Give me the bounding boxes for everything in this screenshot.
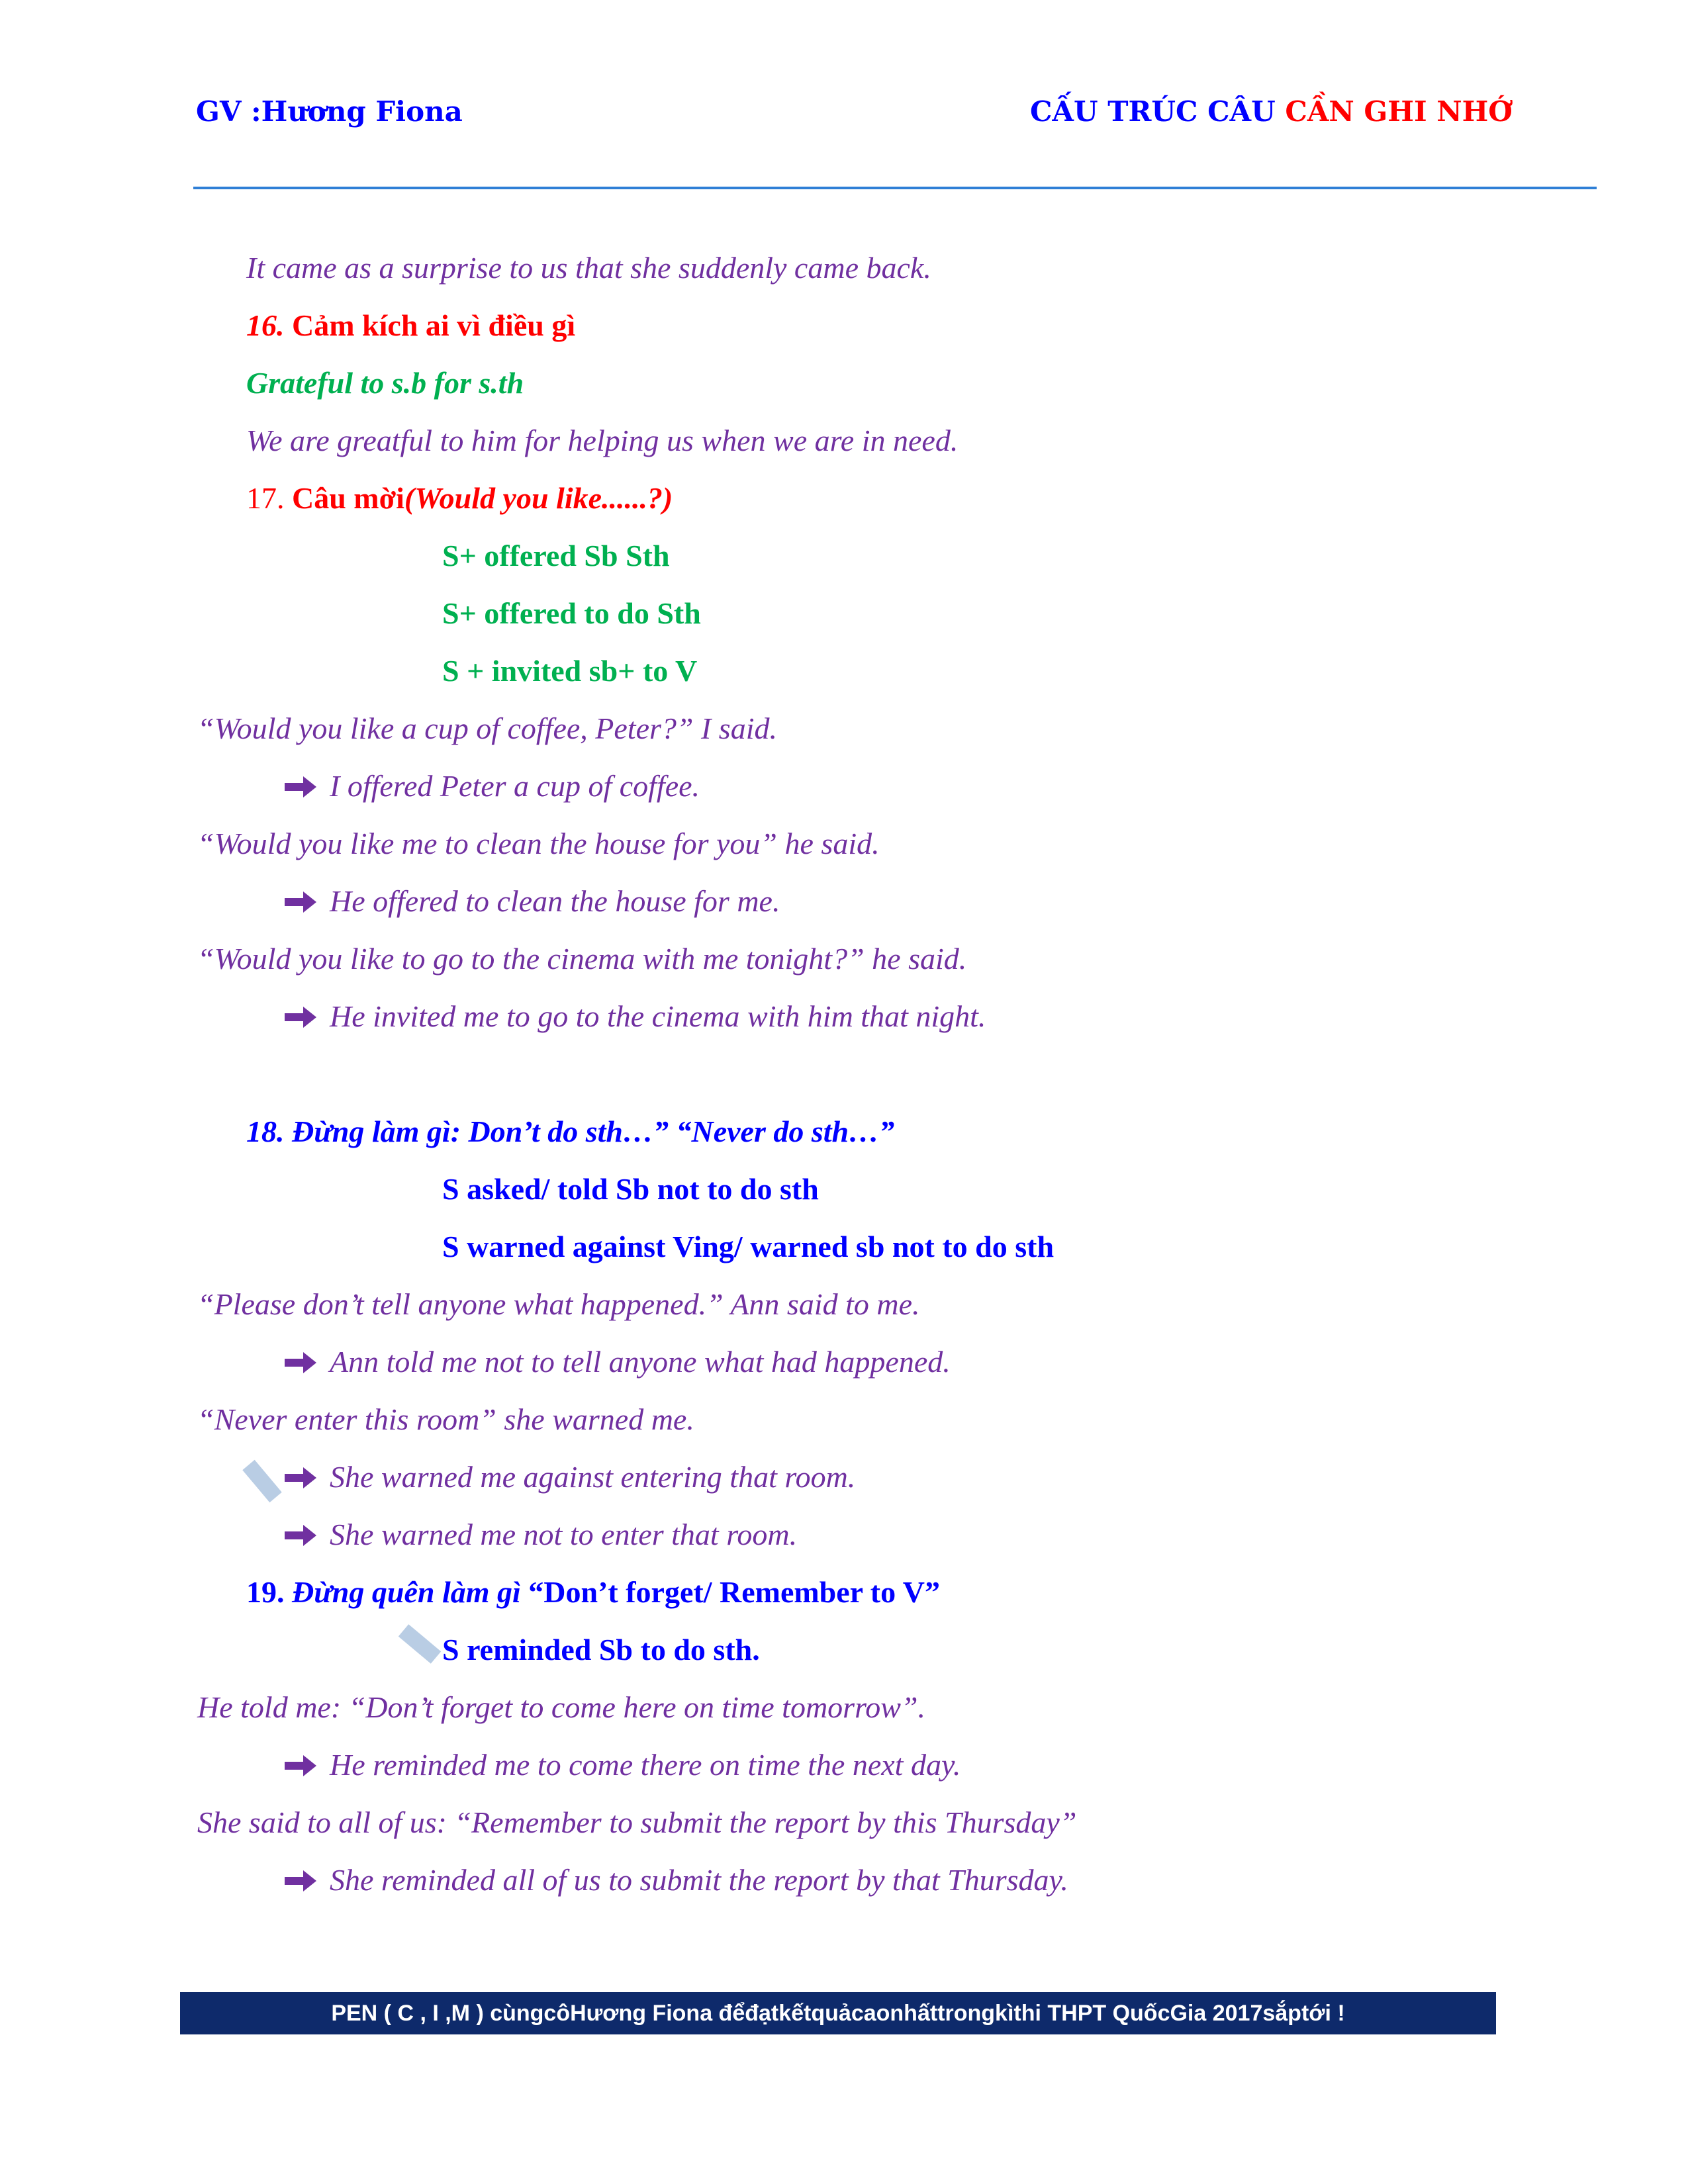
answer-text: She warned me against entering that room. [330, 1460, 856, 1494]
section-17-example-3: “Would you like to go to the cinema with me tonight?” he said. [197, 942, 967, 976]
section-17-answer-2 [283, 886, 780, 917]
answer-text: He reminded me to come there on time the next day. [330, 1748, 961, 1782]
section-17-heading [246, 483, 673, 514]
example-line: It came as a surprise to us that she suddenly came back. [246, 251, 931, 285]
right-arrow-icon [283, 889, 318, 915]
header-title-part1: CẤU TRÚC CÂU [1030, 95, 1286, 128]
answer-text: He offered to clean the house for me. [330, 884, 780, 918]
section-19-heading [246, 1577, 940, 1608]
section-17-answer-1 [283, 771, 700, 801]
highlight-marker [242, 1460, 282, 1502]
section-19-answer-1 [283, 1750, 961, 1780]
answer-text: She warned me not to enter that room. [330, 1518, 798, 1551]
section-17-pattern-2: S+ offered to do Sth [442, 596, 701, 630]
section-17-number: 17. [246, 481, 285, 515]
section-18-example-1: “Please don’t tell anyone what happened.” Ann said to me. [197, 1287, 920, 1321]
answer-text: He invited me to go to the cinema with him that night. [330, 999, 986, 1033]
header-divider [193, 187, 1597, 189]
section-18-answer-3 [283, 1520, 797, 1550]
section-18-pattern-1: S asked/ told Sb not to do sth [442, 1172, 819, 1206]
footer-banner [180, 1992, 1496, 2034]
header-author: GV :Hương Fiona [196, 95, 463, 128]
section-16-pattern: Grateful to s.b for s.th [246, 366, 524, 400]
right-arrow-icon [283, 1004, 318, 1030]
right-arrow-icon [283, 774, 318, 800]
section-16-title: Cảm kích ai vì điều gì [292, 308, 576, 342]
section-16-number: 16. [246, 308, 285, 342]
section-16-heading [246, 310, 575, 341]
section-17-title: Câu mời [292, 481, 404, 515]
section-18-example-2: “Never enter this room” she warned me. [197, 1402, 694, 1436]
section-18-heading: 18. Đừng làm gì: Don’t do sth…” “Never do sth…” [246, 1115, 895, 1148]
answer-text: I offered Peter a cup of coffee. [330, 769, 700, 803]
highlight-marker [399, 1624, 441, 1664]
section-18-pattern-2: S warned against Ving/ warned sb not to do sth [442, 1230, 1055, 1263]
section-18-answer-1 [283, 1347, 951, 1377]
right-arrow-icon [283, 1522, 318, 1549]
section-19-example-2: She said to all of us: “Remember to submit the report by this Thursday” [197, 1805, 1077, 1839]
section-19-pattern-1: S reminded Sb to do sth. [442, 1633, 760, 1666]
section-19-title-quote: “Don’t forget/ Remember to V” [528, 1575, 940, 1609]
header-title [1030, 95, 1513, 128]
right-arrow-icon [283, 1868, 318, 1894]
section-17-example-1: “Would you like a cup of coffee, Peter?” I said. [197, 711, 777, 745]
section-17-answer-3 [283, 1001, 986, 1032]
section-19-title: Đừng quên làm gì [292, 1575, 521, 1609]
right-arrow-icon [283, 1349, 318, 1376]
answer-text: Ann told me not to tell anyone what had happened. [330, 1345, 951, 1379]
section-17-title-italic: (Would you like......?) [404, 481, 673, 515]
header-title-part2: CẦN GHI NHỚ [1285, 95, 1513, 128]
section-18-answer-2 [283, 1462, 855, 1492]
footer-text: PEN ( C , I ,M ) cùngcôHương Fiona đểđạtkếtquảcaonhấttrongkìthi THPT QuốcGia 2017sắptới ! [331, 2000, 1345, 2026]
answer-text: She reminded all of us to submit the report by that Thursday. [330, 1863, 1068, 1897]
section-17-example-2: “Would you like me to clean the house for you” he said. [197, 827, 880, 860]
section-19-answer-2 [283, 1865, 1068, 1895]
section-17-pattern-3: S + invited sb+ to V [442, 654, 698, 688]
right-arrow-icon [283, 1465, 318, 1491]
section-19-example-1: He told me: “Don’t forget to come here on time tomorrow”. [197, 1690, 926, 1724]
right-arrow-icon [283, 1752, 318, 1779]
section-16-example: We are greatful to him for helping us when we are in need. [246, 424, 959, 457]
section-17-pattern-1: S+ offered Sb Sth [442, 539, 670, 572]
section-19-number: 19. [246, 1575, 285, 1609]
